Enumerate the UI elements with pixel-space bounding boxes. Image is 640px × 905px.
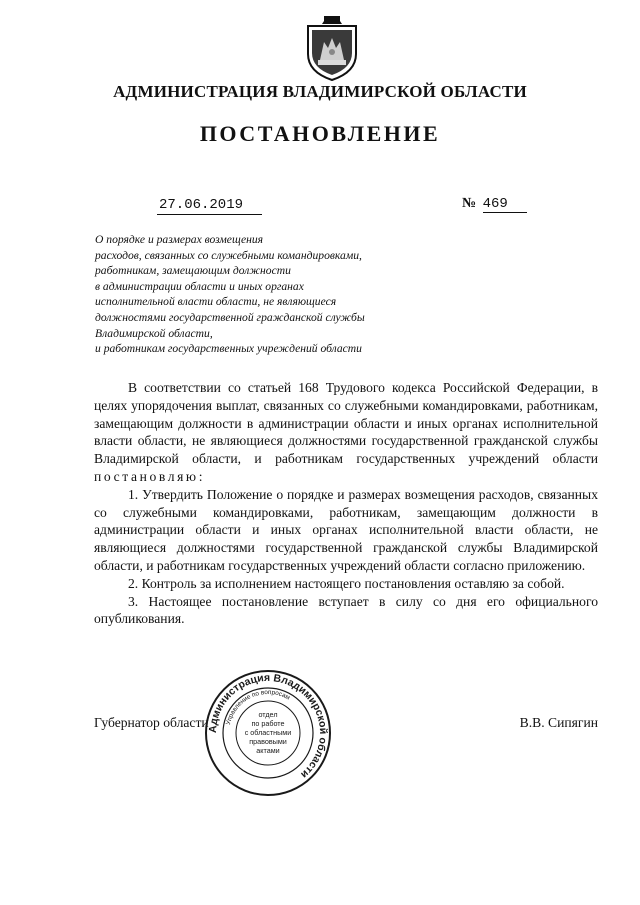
number-value: 469 [483, 196, 527, 213]
stamp-outer-text: Администрация Владимирской области [206, 671, 330, 781]
document-type-title: ПОСТАНОВЛЕНИЕ [199, 121, 441, 146]
decree-word: постановляю [94, 468, 199, 484]
stamp-center-line: с областными [244, 728, 292, 737]
subject-line: работникам, замещающим должности [95, 264, 291, 278]
official-stamp [203, 668, 333, 798]
colon: : [198, 468, 203, 484]
signature-block [94, 715, 598, 731]
coat-of-arms-icon [304, 14, 360, 82]
document-date: 27.06.2019 [157, 197, 262, 215]
preamble-paragraph [94, 379, 598, 486]
decree-item-3: 3. Настоящее постановление вступает в силу со дня его официального опубликования. [94, 593, 598, 627]
subject-line: О порядке и размерах возмещения [95, 233, 264, 246]
signatory-name: В.В. Сипягин [519, 715, 598, 730]
stamp-inner-text: Управление по вопросам [224, 688, 292, 726]
subject-line: и работникам государственных учреждений области [95, 342, 362, 356]
subject-line: должностями государственной гражданской службы [95, 310, 365, 324]
subject-line: исполнительной власти области, не являющиеся [95, 295, 337, 309]
document-body [94, 379, 598, 628]
stamp-center-line: актами [256, 746, 280, 755]
signatory-position: Губернатор области [94, 715, 209, 730]
subject-line: в администрации области и иных органах [95, 279, 304, 293]
document-number [462, 196, 527, 213]
document-subject [95, 232, 455, 357]
subject-line: расходов, связанных со служебными командировками, [95, 248, 362, 262]
decree-item-2: 2. Контроль за исполнением настоящего постановления оставляю за собой. [128, 575, 565, 591]
subject-line: Владимирской области, [95, 326, 213, 340]
stamp-center-line: отдел [258, 710, 278, 719]
organization-title: АДМИНИСТРАЦИЯ ВЛАДИМИРСКОЙ ОБЛАСТИ [113, 82, 527, 101]
decree-item-1: 1. Утвердить Положение о порядке и размерах возмещения расходов, связанных со служебными командировками, работникам, замещающим должности в администрации области и иных органах исполнительной власти области, не являющиеся должностями государственной гражданской службы Владимирской области, и работникам государственных учреждений области согласно приложению. [94, 486, 598, 573]
stamp-center-line: по работе [251, 719, 285, 728]
stamp-center-line: правовыми [249, 737, 287, 746]
preamble-text: В соответствии со статьей 168 Трудового кодекса Российской Федерации, в целях упорядочения выплат, связанных со служебными командировками, работникам, замещающим должности в администрации области и иных органах исполнительной власти области, не являющиеся должностями государственной гражданской службы Владимирской области, и работникам государственных учреждений области [94, 380, 598, 467]
number-label: № [462, 196, 477, 211]
